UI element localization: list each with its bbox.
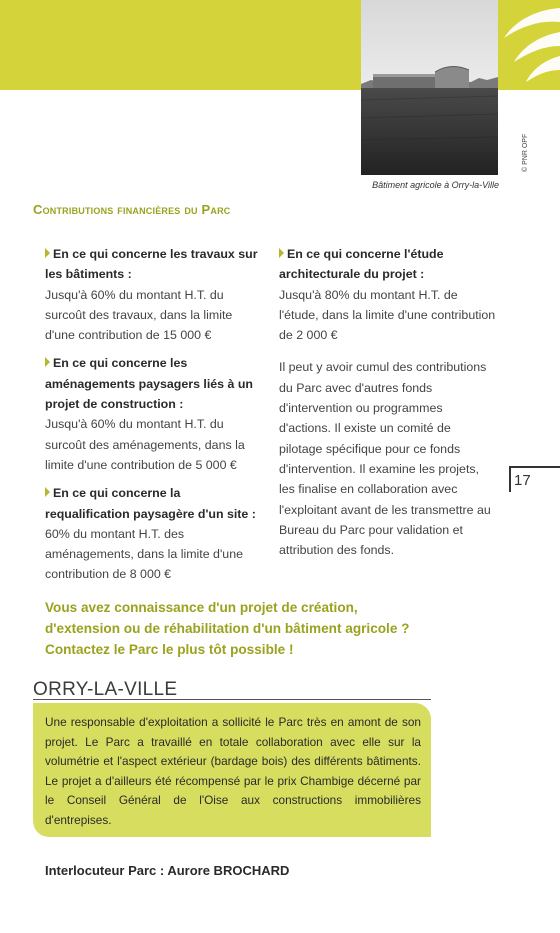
page-number: 17 xyxy=(514,472,531,489)
contact-line: Interlocuteur Parc : Aurore BROCHARD xyxy=(45,863,290,878)
block-heading: En ce qui concerne les aménagements paysagers liés à un projet de construction : xyxy=(45,356,253,412)
cta-line: d'extension ou de réhabilitation d'un bâtiment agricole ? xyxy=(45,621,410,636)
leaf-decoration-icon xyxy=(494,0,560,90)
bullet-marker-icon xyxy=(45,487,50,497)
block-body: Jusqu'à 60% du montant H.T. du surcoût des aménagements, dans la limite d'une contribution de 5 000 € xyxy=(45,417,245,472)
block-heading: En ce qui concerne les travaux sur les bâtiments : xyxy=(45,247,258,282)
block-heading: En ce qui concerne la requalification paysagère d'un site : xyxy=(45,486,256,521)
case-study-text: Une responsable d'exploitation a sollicité le Parc très en amont de son projet. Le Parc a travaillé en totale collaboration avec elle sur la volumétrie et l'aspect extérieur (bardage bois) des différents bâtiments. Le projet a d'ailleurs été récompensé par le prix Chambige décerné par le Conseil Général de l'Oise aux constructions immobilières d'entrepises. xyxy=(45,715,421,827)
cta-line: Contactez le Parc le plus tôt possible ! xyxy=(45,642,294,657)
photo-caption: Bâtiment agricole à Orry-la-Ville xyxy=(372,180,499,190)
cta-line: Vous avez connaissance d'un projet de création, xyxy=(45,600,358,615)
block-body: 60% du montant H.T. des aménagements, dans la limite d'une contribution de 8 000 € xyxy=(45,526,243,582)
contribution-block-architecture-study xyxy=(279,244,497,345)
bullet-marker-icon xyxy=(45,357,50,367)
block-heading: En ce qui concerne l'étude architecturale du projet : xyxy=(279,247,444,282)
case-study-box xyxy=(33,703,431,837)
contribution-block-buildings xyxy=(45,244,263,345)
contribution-block-landscaping xyxy=(45,353,263,475)
funding-paragraph: Il peut y avoir cumul des contributions du Parc avec d'autres fonds d'intervention ou programmes d'actions. Il existe un comité de pilotage spécifique pour ce fonds d'intervention. Il examine les projets, les finalise en collaboration avec l'exploitant avant de les transmettre au Bureau du Parc pour validation et attribution des fonds. xyxy=(279,360,491,558)
case-study-title: ORRY-LA-VILLE xyxy=(33,679,178,700)
right-column xyxy=(279,244,497,560)
contribution-block-requalification xyxy=(45,483,263,584)
bullet-marker-icon xyxy=(45,248,50,258)
call-to-action xyxy=(45,597,475,660)
case-study-divider xyxy=(33,699,431,700)
bullet-marker-icon xyxy=(279,248,284,258)
left-column xyxy=(45,244,263,593)
photo-credit: © PNR OPF xyxy=(522,133,529,172)
block-body: Jusqu'à 80% du montant H.T. de l'étude, dans la limite d'une contribution de 2 000 € xyxy=(279,287,496,343)
farm-building-photo xyxy=(361,0,498,175)
section-title: Contributions financières du Parc xyxy=(33,202,231,217)
block-body: Jusqu'à 60% du montant H.T. du surcoût des travaux, dans la limite d'une contribution de 15 000 € xyxy=(45,287,233,343)
